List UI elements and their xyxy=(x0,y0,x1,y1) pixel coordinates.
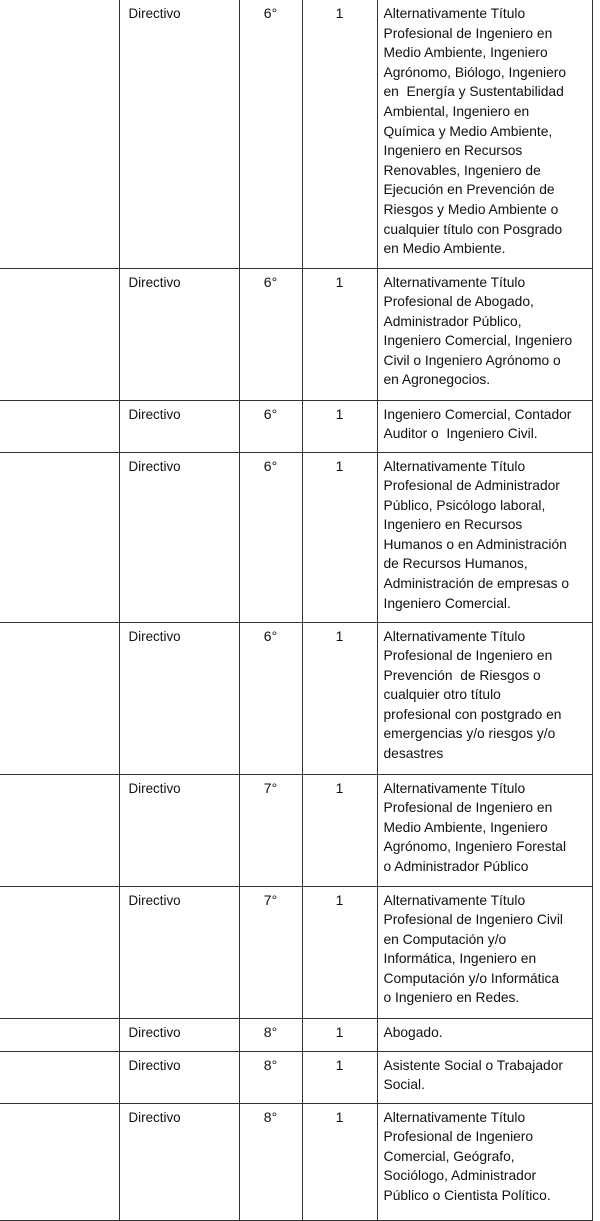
requisito-line: o Ingeniero en Redes. xyxy=(383,990,520,1006)
empty-cell xyxy=(0,1018,119,1051)
requisito-line: Profesional de Ingeniero en xyxy=(383,648,553,664)
requisito-line: Auditor o Ingeniero Civil. xyxy=(383,426,538,442)
requisitos-text xyxy=(378,623,592,764)
requisito-line: Social. xyxy=(383,1077,425,1093)
requisitos-text xyxy=(378,453,592,614)
requisitos-text xyxy=(378,401,592,444)
cell-tipo xyxy=(119,1103,239,1220)
cell-grado-text: 6° xyxy=(263,405,278,422)
cell-requisitos xyxy=(377,400,592,452)
cell-grado-text: 7° xyxy=(263,779,278,796)
cell-grado-text: 6° xyxy=(263,627,278,644)
cell-grado-text: 6° xyxy=(263,273,278,290)
requisito-line: Público, Psicólogo laboral, xyxy=(383,497,546,513)
empty-cell xyxy=(0,452,119,622)
table-row xyxy=(0,268,592,400)
requisito-line: Agrónomo, Ingeniero Forestal xyxy=(383,839,567,855)
cell-cantidad xyxy=(302,1103,377,1220)
cell-grado xyxy=(239,622,302,774)
cell-grado xyxy=(239,1051,302,1103)
cell-grado xyxy=(239,452,302,622)
requisito-line: Abogado. xyxy=(383,1024,443,1040)
cell-grado-text: 6° xyxy=(263,457,278,474)
requisito-line: Riesgos y Medio Ambiente o xyxy=(383,201,559,217)
table-row xyxy=(0,774,592,886)
requisitos-text xyxy=(378,0,592,259)
empty-cell xyxy=(0,1051,119,1103)
empty-cell xyxy=(0,886,119,1018)
cell-cantidad xyxy=(302,400,377,452)
requisito-line: Medio Ambiente, Ingeniero xyxy=(383,819,548,835)
cell-grado-text: 8° xyxy=(263,1023,278,1040)
requisito-line: Ingeniero Comercial, Contador xyxy=(383,406,572,422)
requisito-line: Ingeniero Comercial, Ingeniero xyxy=(383,333,573,349)
requisitos-text xyxy=(378,1052,592,1095)
cell-cantidad-text: 1 xyxy=(335,891,344,908)
cell-cantidad-text: 1 xyxy=(335,1056,344,1073)
requisito-line: Profesional de Ingeniero en xyxy=(383,800,553,816)
requisitos-text xyxy=(378,775,592,877)
cell-grado xyxy=(239,774,302,886)
requisito-line: Ingeniero en Recursos xyxy=(383,143,523,159)
requisitos-text xyxy=(378,269,592,391)
cell-grado-text: 8° xyxy=(263,1108,278,1125)
cell-grado-text: 8° xyxy=(263,1056,278,1073)
cell-cantidad-text: 1 xyxy=(335,627,344,644)
cell-requisitos xyxy=(377,268,592,400)
cell-cantidad xyxy=(302,1051,377,1103)
cell-tipo-text: Directivo xyxy=(128,458,181,474)
requisito-line: Alternativamente Título xyxy=(383,458,526,474)
requisito-line: cualquier título con Posgrado xyxy=(383,221,563,237)
requisito-line: Medio Ambiente, Ingeniero xyxy=(383,45,548,61)
cell-requisitos xyxy=(377,1103,592,1220)
cell-tipo-text: Directivo xyxy=(128,892,181,908)
table-row xyxy=(0,622,592,774)
cell-requisitos xyxy=(377,622,592,774)
cell-grado-text: 7° xyxy=(263,891,278,908)
cell-requisitos xyxy=(377,1051,592,1103)
table-row xyxy=(0,400,592,452)
requisito-line: Alternativamente Título xyxy=(383,6,526,21)
cell-tipo xyxy=(119,622,239,774)
requisito-line: Administración de empresas o xyxy=(383,576,570,592)
requisito-line: en Energía y Sustentabilidad xyxy=(383,84,564,100)
requisito-line: Profesional de Ingeniero xyxy=(383,1129,534,1145)
cell-cantidad-text: 1 xyxy=(335,779,344,796)
cell-tipo xyxy=(119,452,239,622)
empty-cell xyxy=(0,622,119,774)
cell-cantidad-text: 1 xyxy=(335,1108,344,1125)
requisito-line: Profesional de Abogado, xyxy=(383,294,534,310)
cell-cantidad xyxy=(302,0,377,268)
requisito-line: Profesional de Administrador xyxy=(383,478,560,494)
requisito-line: Alternativamente Título xyxy=(383,1109,526,1125)
requisito-line: Profesional de Ingeniero en xyxy=(383,25,553,41)
cell-grado xyxy=(239,0,302,268)
requisitos-text xyxy=(378,887,592,1009)
requisitos-text xyxy=(378,1104,592,1206)
empty-cell xyxy=(0,1103,119,1220)
cell-tipo-text: Directivo xyxy=(128,1024,181,1040)
requisito-line: de Recursos Humanos, xyxy=(383,556,528,572)
requisito-line: en Medio Ambiente. xyxy=(383,241,506,257)
requisito-line: en Computación y/o xyxy=(383,931,507,947)
requisitos-text xyxy=(378,1019,592,1043)
requisito-line: Comercial, Geógrafo, xyxy=(383,1148,515,1164)
cell-tipo xyxy=(119,268,239,400)
cell-tipo xyxy=(119,886,239,1018)
requisito-line: en Agronegocios. xyxy=(383,372,491,388)
requisito-line: profesional con postgrado en xyxy=(383,706,562,722)
requisito-line: Asistente Social o Trabajador xyxy=(383,1057,563,1073)
requisito-line: Computación y/o Informática xyxy=(383,970,560,986)
empty-cell xyxy=(0,0,119,268)
cell-tipo-text: Directivo xyxy=(128,1109,181,1125)
table-row xyxy=(0,886,592,1018)
requisito-line: Informática, Ingeniero en xyxy=(383,951,537,967)
cell-grado xyxy=(239,1018,302,1051)
cell-tipo-text: Directivo xyxy=(128,406,181,422)
cell-cantidad-text: 1 xyxy=(335,5,344,21)
cell-cantidad xyxy=(302,452,377,622)
table-row xyxy=(0,1051,592,1103)
cell-requisitos xyxy=(377,0,592,268)
requisito-line: Ingeniero Comercial. xyxy=(383,595,511,611)
requisito-line: o Administrador Público xyxy=(383,858,529,874)
requisito-line: Administrador Público, xyxy=(383,313,522,329)
cell-cantidad-text: 1 xyxy=(335,273,344,290)
cell-cantidad-text: 1 xyxy=(335,1023,344,1040)
table-row xyxy=(0,1018,592,1051)
table-row xyxy=(0,0,592,268)
table-row xyxy=(0,452,592,622)
cell-cantidad-text: 1 xyxy=(335,405,344,422)
requisito-line: Ambiental, Ingeniero en xyxy=(383,103,530,119)
empty-cell xyxy=(0,774,119,886)
cell-tipo-text: Directivo xyxy=(128,1057,181,1073)
requisito-line: Profesional de Ingeniero Civil xyxy=(383,912,563,928)
requisito-line: Humanos o en Administración xyxy=(383,536,567,552)
cell-cantidad xyxy=(302,1018,377,1051)
requisito-line: Alternativamente Título xyxy=(383,780,526,796)
requisito-line: Alternativamente Título xyxy=(383,274,526,290)
cell-tipo-text: Directivo xyxy=(128,628,181,644)
requisito-line: emergencias y/o riesgos y/o xyxy=(383,726,556,742)
cell-tipo xyxy=(119,0,239,268)
cell-grado xyxy=(239,268,302,400)
requisito-line: Público o Cientista Político. xyxy=(383,1187,551,1203)
cell-tipo-text: Directivo xyxy=(128,274,181,290)
table-row xyxy=(0,1103,592,1220)
requisito-line: Química y Medio Ambiente, xyxy=(383,123,553,139)
cell-requisitos xyxy=(377,886,592,1018)
requisito-line: Alternativamente Título xyxy=(383,892,526,908)
cell-tipo xyxy=(119,400,239,452)
cell-tipo xyxy=(119,774,239,886)
empty-cell xyxy=(0,268,119,400)
requisito-line: Sociólogo, Administrador xyxy=(383,1168,537,1184)
cell-cantidad xyxy=(302,774,377,886)
cell-cantidad xyxy=(302,268,377,400)
requisito-line: cualquier otro título xyxy=(383,687,501,703)
cell-tipo xyxy=(119,1051,239,1103)
cell-cantidad-text: 1 xyxy=(335,457,344,474)
requisito-line: Agrónomo, Biólogo, Ingeniero xyxy=(383,64,567,80)
requisito-line: Alternativamente Título xyxy=(383,628,526,644)
cell-requisitos xyxy=(377,774,592,886)
cell-tipo xyxy=(119,1018,239,1051)
cell-cantidad xyxy=(302,622,377,774)
empty-cell xyxy=(0,400,119,452)
requisito-line: desastres xyxy=(383,746,444,762)
requisito-line: Prevención de Riesgos o xyxy=(383,667,541,683)
requisito-line: Ingeniero en Recursos xyxy=(383,517,523,533)
cell-grado xyxy=(239,886,302,1018)
cell-grado xyxy=(239,400,302,452)
requisito-line: Civil o Ingeniero Agrónomo o xyxy=(383,352,561,368)
cell-requisitos xyxy=(377,1018,592,1051)
requisito-line: Ejecución en Prevención de xyxy=(383,182,555,198)
cell-cantidad xyxy=(302,886,377,1018)
requisito-line: Renovables, Ingeniero de xyxy=(383,162,541,178)
cell-tipo-text: Directivo xyxy=(128,780,181,796)
cell-tipo-text: Directivo xyxy=(128,6,181,21)
cell-grado xyxy=(239,1103,302,1220)
cell-grado-text: 6° xyxy=(263,5,278,21)
cell-requisitos xyxy=(377,452,592,622)
